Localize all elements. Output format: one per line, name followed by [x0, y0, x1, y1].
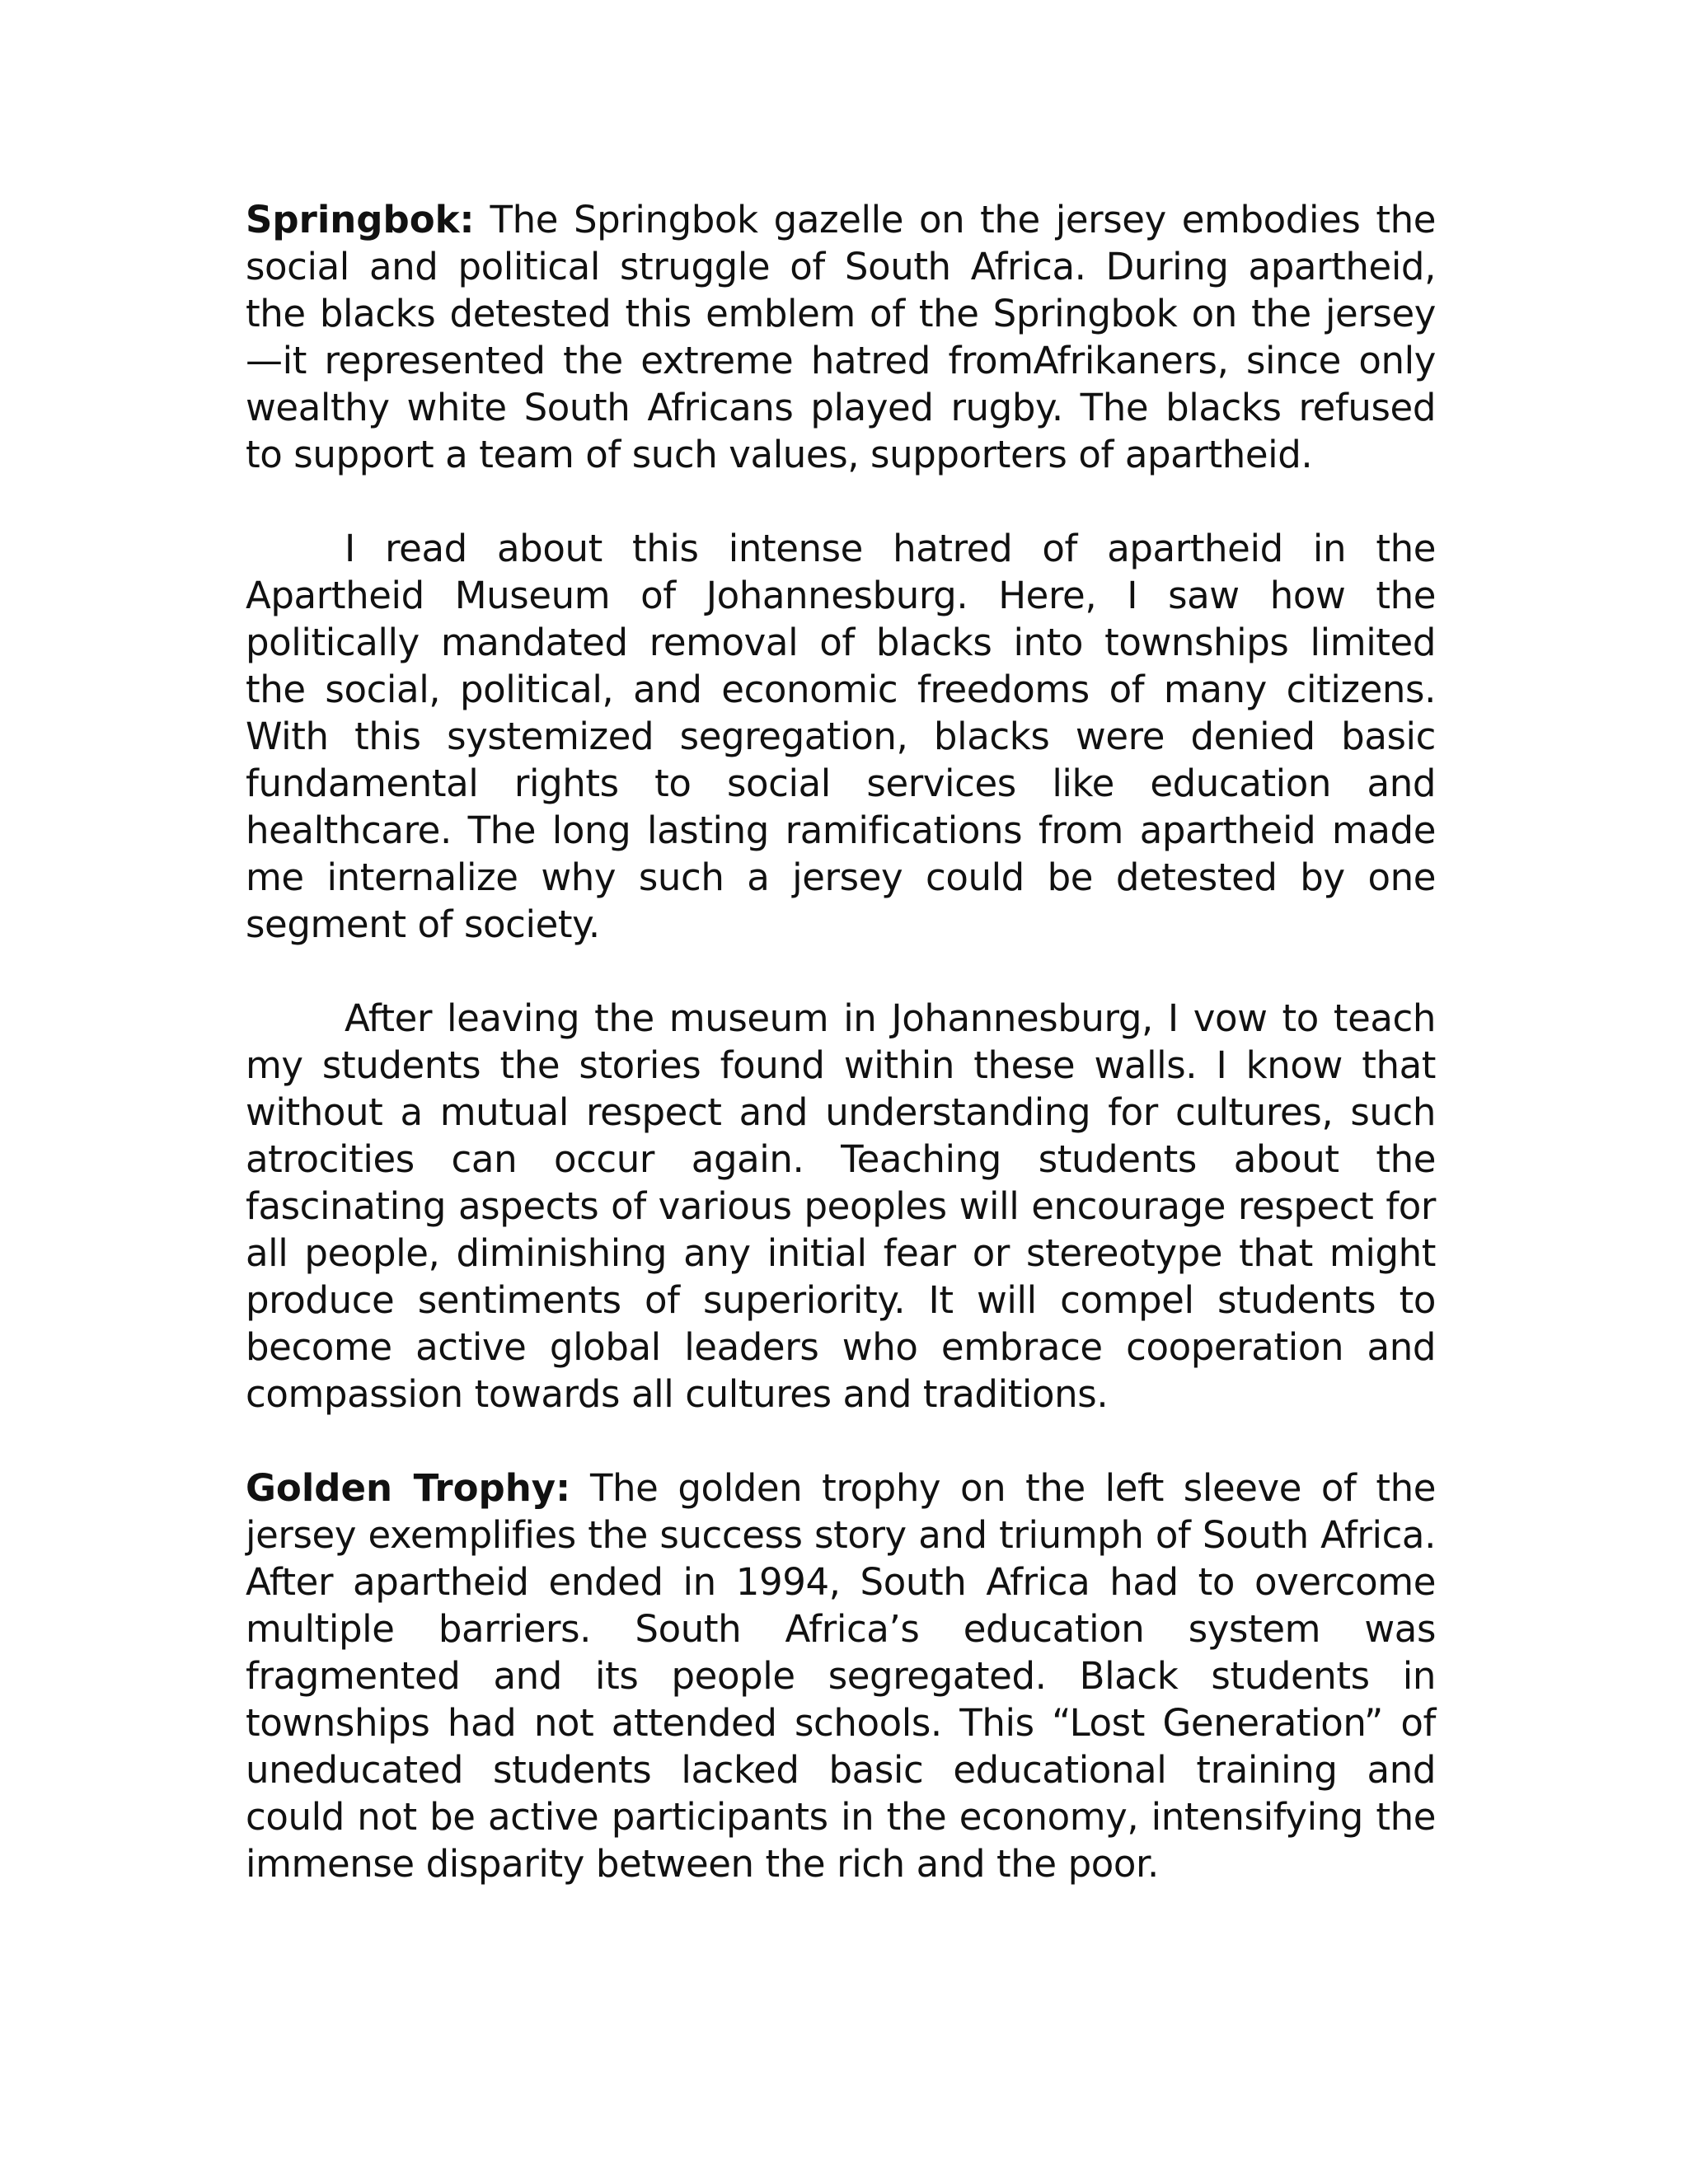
paragraph-springbok — [246, 196, 1436, 478]
document-page — [246, 196, 1436, 1934]
paragraph-heading-springbok: Springbok: — [246, 198, 475, 241]
paragraph-teaching: After leaving the museum in Johannesburg, I vow to teach my students the stories found within these walls. I know that without a mutual respect and understanding for cultures, such atrocities can occur again. Teaching students about the fascinating aspects of various peoples will encourage respect for all people, diminishing any initial fear or stereotype that might produce sentiments of superiority. It will compel students to become active global leaders who embrace cooperation and compassion towards all cultures and traditions. — [246, 996, 1436, 1416]
paragraph-heading-golden-trophy: Golden Trophy: — [246, 1466, 571, 1510]
paragraph-museum: I read about this intense hatred of apartheid in the Apartheid Museum of Johannesburg. Here, I saw how the politically mandated removal of blacks into townships limited the social, political, and economic freedoms of many citizens. With this systemized segregation, blacks were denied basic fundamental rights to social services like education and healthcare. The long lasting ramifications from apartheid made me internalize why such a jersey could be detested by one segment of society. — [246, 527, 1436, 946]
paragraph-body-springbok: The Springbok gazelle on the jersey embodies the social and political struggle of South Africa. During apartheid, the blacks detested this emblem of the Springbok on the jersey—it represented the extreme hatred fromAfrikaners, since only wealthy white South Africans played rugby. The blacks refused to support a team of such values, supporters of apartheid. — [246, 198, 1436, 476]
paragraph-body-golden-trophy: The golden trophy on the left sleeve of the jersey exemplifies the success story and triumph of South Africa. After apartheid ended in 1994, South Africa had to overcome multiple barriers. South Africa’s education system was fragmented and its people segregated. Black students in townships had not attended schools. This “Lost Generation” of uneducated students lacked basic educational training and could not be active participants in the economy, intensifying the immense disparity between the rich and the poor. — [246, 1466, 1436, 1886]
paragraph-golden-trophy — [246, 1465, 1436, 1887]
